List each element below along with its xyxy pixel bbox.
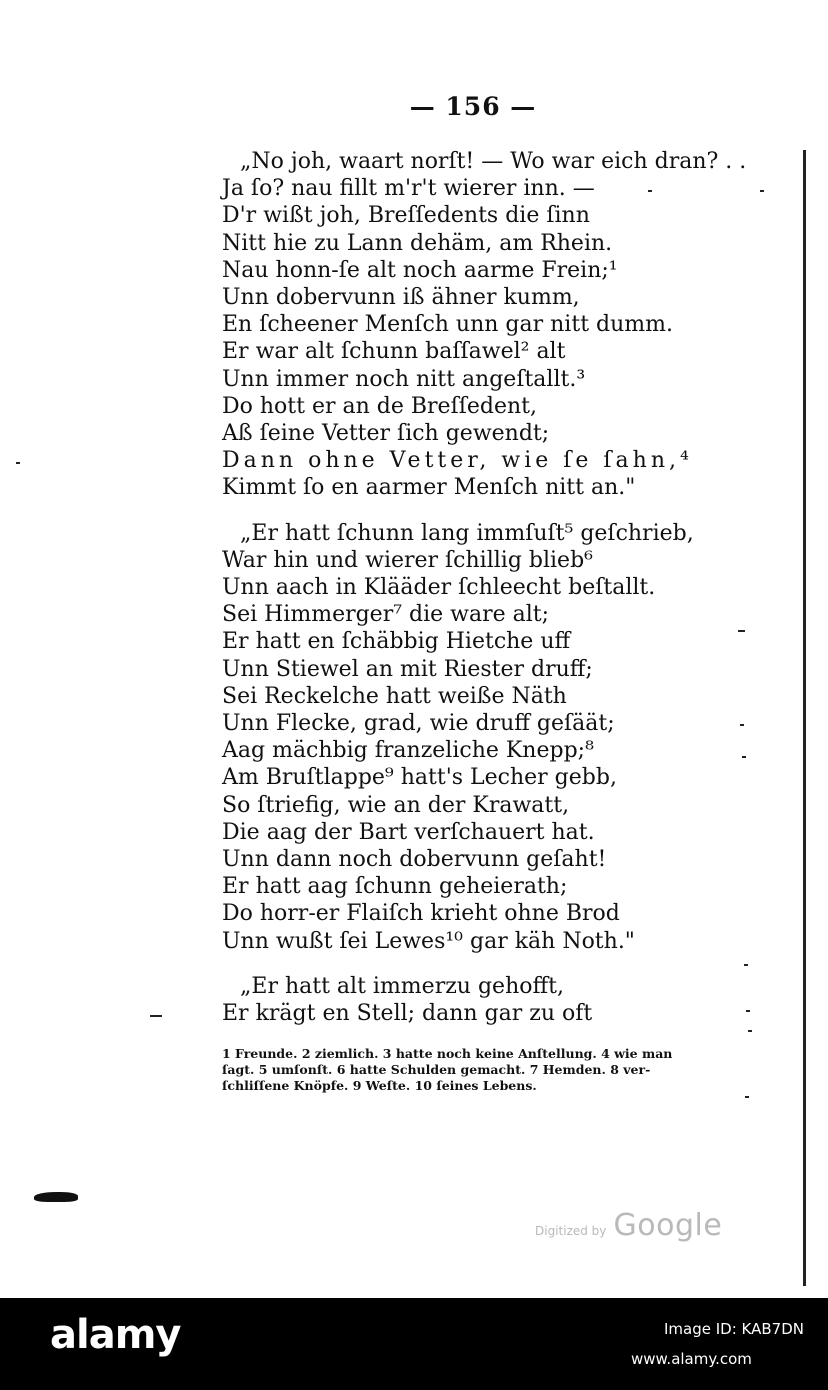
poem-line: Dann ohne Vetter, wie ſe ſahn,⁴: [222, 448, 693, 474]
poem-line: Unn dann noch dobervunn geſaht!: [222, 847, 607, 873]
poem-line: Die aag der Bart verſchauert hat.: [222, 819, 595, 845]
poem-stanza-3: [222, 973, 782, 1027]
poem-line: Sei Himmerger⁷ die ware alt;: [222, 602, 550, 628]
poem-line: Am Bruſtlappe⁹ hatt's Lecher gebb,: [222, 765, 617, 791]
footnote-line: ſchliſſene Knöpfe. 9 Weſte. 10 ſeines Lebens.: [222, 1078, 537, 1093]
stock-photo-footer: [0, 1298, 828, 1390]
digitized-by-label: Digitized by: [535, 1224, 607, 1238]
poem-line: En ſcheener Menſch unn gar nitt dumm.: [222, 312, 673, 338]
google-logo: Google: [613, 1208, 723, 1243]
poem-line: „Er hatt ſchunn lang immſuſt⁵ geſchrieb,: [240, 520, 694, 546]
poem-line: Unn dobervunn iß ähner kumm,: [222, 285, 580, 311]
page-number: — 156 —: [409, 92, 537, 121]
stock-url: www.alamy.com: [631, 1350, 752, 1368]
poem-line: So ſtriefig, wie an der Krawatt,: [222, 792, 570, 818]
poem-line: Unn Stiewel an mit Riester druff;: [222, 656, 593, 682]
alamy-logo: alamy: [50, 1312, 181, 1358]
poem-line: Ja ſo? nau fillt m'r't wierer inn. —: [222, 176, 595, 202]
poem-line: Er hatt aag ſchunn geheierath;: [222, 874, 568, 900]
poem-line: Unn immer noch nitt angeſtallt.³: [222, 366, 586, 392]
footnote-line: ſagt. 5 umſonſt. 6 hatte Schulden gemacht. 7 Hemden. 8 ver-: [222, 1062, 651, 1077]
poem-text: [222, 148, 782, 1045]
poem-line: Aß ſeine Vetter ſich gewendt;: [222, 421, 550, 447]
poem-line: „No joh, waart norſt! — Wo war eich dran? . .: [240, 149, 747, 174]
poem-stanza-2: [222, 520, 782, 955]
poem-line: Kimmt ſo en aarmer Menſch nitt an.": [222, 475, 636, 501]
poem-line: Aag mächbig franzeliche Knepp;⁸: [222, 738, 594, 764]
poem-stanza-1: [222, 148, 782, 502]
poem-line: Unn aach in Klääder ſchleecht beſtallt.: [222, 575, 656, 601]
page-edge-shadow: [803, 150, 806, 1286]
footnotes: [222, 1046, 752, 1094]
poem-line: Do horr-er Flaiſch krieht ohne Brod: [222, 901, 620, 927]
image-id: Image ID: KAB7DN: [664, 1320, 804, 1338]
digitized-by-watermark: [535, 1208, 722, 1243]
footnote-line: 1 Freunde. 2 ziemlich. 3 hatte noch keine Anſtellung. 4 wie man: [222, 1046, 673, 1061]
poem-line: Unn wußt ſei Lewes¹⁰ gar käh Noth.": [222, 928, 635, 954]
poem-line: „Er hatt alt immerzu gehofft,: [240, 973, 564, 999]
ink-smudge: [34, 1192, 78, 1202]
poem-line: Er war alt ſchunn baſſawel² alt: [222, 339, 566, 365]
poem-line: Nitt hie zu Lann dehäm, am Rhein.: [222, 230, 613, 256]
poem-line: Sei Reckelche hatt weiße Näth: [222, 683, 567, 709]
poem-line: Nau honn-ſe alt noch aarme Frein;¹: [222, 257, 618, 283]
poem-line: D'r wißt joh, Breſſedents die ſinn: [222, 203, 590, 229]
poem-line: Do hott er an de Breſſedent,: [222, 393, 537, 419]
poem-line: War hin und wierer ſchillig blieb⁶: [222, 547, 593, 573]
poem-line: Unn Flecke, grad, wie druff geſäät;: [222, 711, 615, 737]
poem-line: Er krägt en Stell; dann gar zu oft: [222, 1001, 593, 1027]
poem-line: Er hatt en ſchäbbig Hietche uff: [222, 629, 571, 655]
